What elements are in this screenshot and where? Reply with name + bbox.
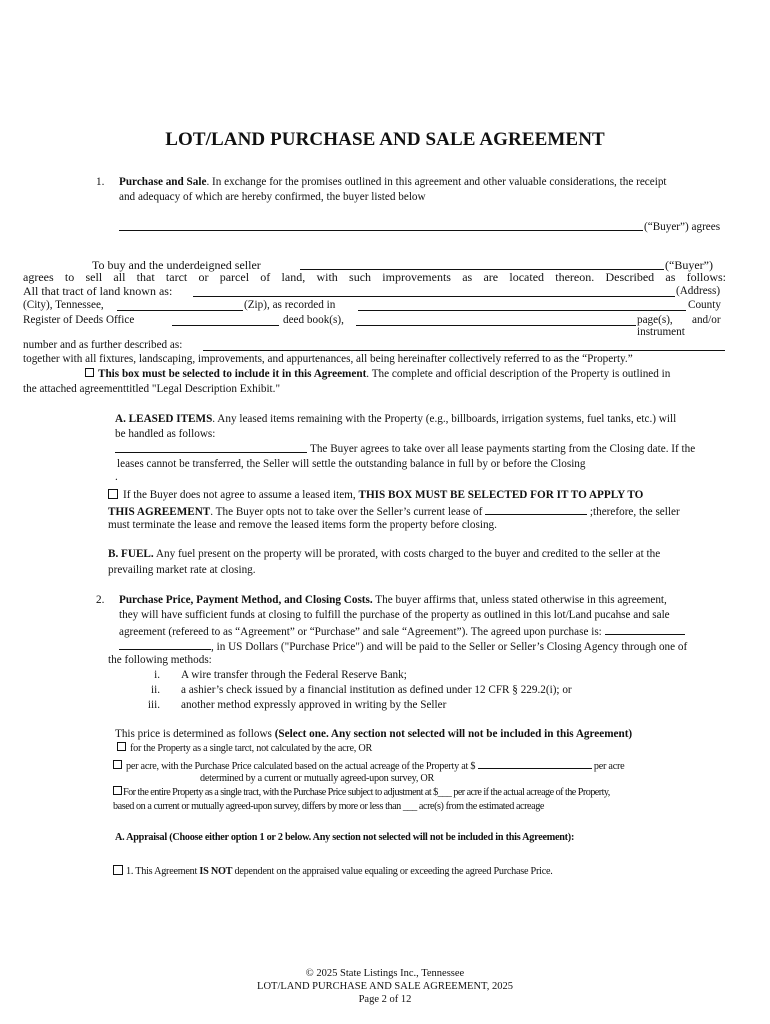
register-field[interactable] <box>172 325 279 326</box>
register-label: Register of Deeds Office <box>23 314 135 326</box>
legal-description-checkbox[interactable] <box>85 368 94 377</box>
leased-line-3: The Buyer agrees to take over all lease payments starting from the Closing date. If the <box>310 443 696 455</box>
buyer-agrees-label: (“Buyer”) agrees <box>644 221 721 233</box>
price-option-adjustment: For the entire Property as a single tract, with the Purchase Price subject to adjustment at $___ per acre if the actual acreage of the Property, <box>113 786 610 800</box>
tract-lead: All that tract of land known as: <box>23 284 173 298</box>
leased-option-line-3: must terminate the lease and remove the leased items form the property before closing. <box>108 519 497 531</box>
seller-lead: To buy and the underdeigned seller <box>92 258 261 272</box>
footer-copyright: © 2025 State Listings Inc., Tennessee <box>305 968 465 979</box>
zip-label: (Zip), as recorded in <box>244 299 336 311</box>
leased-option-line-1: If the Buyer does not agree to assume a leased item, THIS BOX MUST BE SELECTED FOR IT TO APPLY TO <box>108 488 643 502</box>
buyer-close-label: (“Buyer”) <box>665 258 713 272</box>
method-3-text: another method expressly approved in writing by the Seller <box>181 699 447 711</box>
address-field[interactable] <box>193 296 675 297</box>
single-tract-checkbox[interactable] <box>117 742 126 751</box>
footer-page-number: Page 2 of 12 <box>358 994 412 1005</box>
method-1-number: i. <box>154 669 160 681</box>
lease-of-field[interactable] <box>485 503 587 515</box>
method-3-number: iii. <box>147 699 160 711</box>
pages-label: page(s), <box>637 314 673 326</box>
section-1-heading: Purchase and Sale <box>119 176 207 188</box>
leased-dot: . <box>115 471 118 483</box>
method-1-text: A wire transfer through the Federal Reserve Bank; <box>181 669 407 681</box>
fuel-line-2: prevailing market rate at closing. <box>108 564 256 576</box>
number-further-label: number and as further described as: <box>23 339 183 351</box>
purchase-price-field[interactable] <box>605 623 685 635</box>
fuel-heading: B. FUEL. <box>108 548 154 560</box>
deed-books-field[interactable] <box>356 325 636 326</box>
per-acre-checkbox[interactable] <box>113 760 122 769</box>
together-line: together with all fixtures, landscaping, improvements, and appurtenances, all being hereinafter collectively referred to as the “Property.” <box>23 353 633 365</box>
instrument-label: instrument <box>637 326 685 338</box>
county-label: County <box>688 299 721 311</box>
section-2-line-1: Purchase Price, Payment Method, and Closing Costs. The buyer affirms that, unless stated otherwise in this agreement, <box>119 594 667 606</box>
section-2-number: 2. <box>96 594 105 606</box>
address-label: (Address) <box>676 285 721 297</box>
section-2-heading: Purchase Price, Payment Method, and Closing Costs. <box>119 594 373 606</box>
price-option-adjustment-line-2: based on a current or mutually agreed-upon survey, differs by more or less than ___ acre(s) from the estimated acreage <box>113 801 544 812</box>
leased-line-2: be handled as follows: <box>115 428 216 440</box>
legal-description-option: This box must be selected to include it in this Agreement. The complete and official description of the Property is outlined in <box>85 367 670 381</box>
page-title: LOT/LAND PURCHASE AND SALE AGREEMENT <box>165 129 605 150</box>
leased-heading: A. LEASED ITEMS <box>115 413 213 425</box>
footer-title: LOT/LAND PURCHASE AND SALE AGREEMENT, 2025 <box>257 981 513 992</box>
further-description-field[interactable] <box>203 350 725 351</box>
section-1-line-2: and adequacy of which are hereby confirmed, the buyer listed below <box>119 191 426 203</box>
leased-line-4: leases cannot be transferred, the Seller will settle the outstanding balance in full by or before the Closing <box>117 458 586 470</box>
per-acre-price-field[interactable] <box>478 757 592 769</box>
city-label: (City), Tennessee, <box>23 299 104 311</box>
buyer-name-field[interactable] <box>119 230 643 231</box>
appraisal-option-1: 1. This Agreement IS NOT dependent on the appraised value equaling or exceeding the agreed Purchase Price. <box>113 865 553 879</box>
determined-line: This price is determined as follows (Select one. Any section not selected will not be included in this Agreement) <box>115 728 633 740</box>
appraisal-option-1-checkbox[interactable] <box>113 865 123 875</box>
leased-option-line-2: THIS AGREEMENT. The Buyer opts not to take over the Seller’s current lease of ;therefore, the seller <box>108 503 680 519</box>
adjustment-checkbox[interactable] <box>113 786 122 795</box>
and-or-label: and/or <box>692 314 721 326</box>
price-option-single-tract: for the Property as a single tarct, not calculated by the acre, OR <box>117 742 372 756</box>
section-2-line-3: agreement (refereed to as “Agreement” or “Purchase” and sale “Agreement”). The agreed upon purchase is: <box>119 623 685 639</box>
method-2-number: ii. <box>150 684 160 696</box>
leased-line-1: A. LEASED ITEMS. Any leased items remaining with the Property (e.g., billboards, irrigation systems, fuel tanks, etc.) will <box>115 413 677 425</box>
deed-books-label: deed book(s), <box>283 314 344 326</box>
appraisal-heading: A. Appraisal (Choose either option 1 or 2 below. Any section not selected will not be included in this Agreement): <box>115 832 575 843</box>
section-1-number: 1. <box>96 176 105 188</box>
purchase-price-words-field[interactable] <box>119 638 211 650</box>
exhibit-line: the attached agreementtitled "Legal Description Exhibit." <box>23 383 281 395</box>
zip-field[interactable] <box>117 310 243 311</box>
county-field[interactable] <box>358 310 686 311</box>
price-option-per-acre: per acre, with the Purchase Price calculated based on the actual acreage of the Property at $ per acre <box>113 757 624 774</box>
price-option-per-acre-line-2: determined by a current or mutually agreed-upon survey, OR <box>200 773 435 784</box>
leased-optout-checkbox[interactable] <box>108 489 118 499</box>
section-2-line-4: , in US Dollars ("Purchase Price") and will be paid to the Seller or Seller’s Closing Agency through one of <box>119 638 687 654</box>
section-2-line-5: the following methods: <box>108 654 212 666</box>
section-1-line-1: Purchase and Sale. In exchange for the promises outlined in this agreement and other valuable considerations, the receipt <box>119 176 667 188</box>
leased-items-field[interactable] <box>115 452 307 453</box>
method-2-text: a ashier’s check issued by a financial institution as defined under 12 CFR § 229.2(i); or <box>181 684 572 696</box>
agrees-line: agrees to sell all that tarct or parcel of land, with such improvements as are located thereon. Described as follows: <box>23 270 726 284</box>
section-2-line-2: they will have sufficient funds at closing to fulfill the purchase of the property as outlined in this lot/Land pucahse and sale <box>119 609 670 621</box>
fuel-line-1: B. FUEL. Any fuel present on the property will be prorated, with costs charged to the buyer and credited to the seller at the <box>108 548 661 560</box>
